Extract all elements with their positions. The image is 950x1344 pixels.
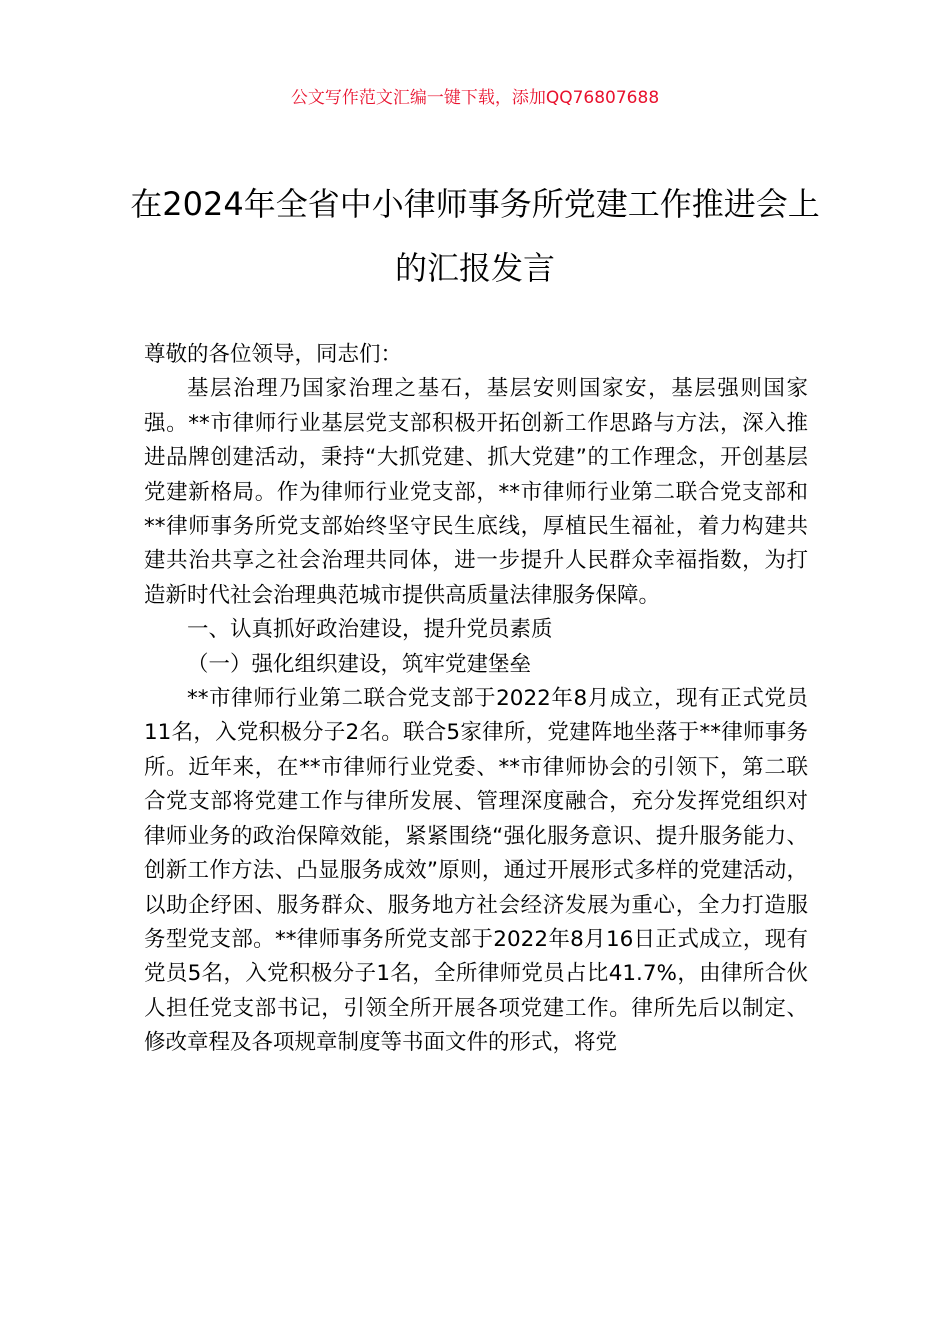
salutation: 尊敬的各位领导，同志们： — [144, 342, 403, 367]
document-title: 在2024年全省中小律师事务所党建工作推进会上的汇报发言 — [130, 185, 820, 287]
document-body — [144, 338, 808, 1061]
paragraph-body-1: **市律师行业第二联合党支部于2022年8月成立，现有正式党员11名，入党积极分子2名。联合5家律所，党建阵地坐落于**律师事务所。近年来，在**市律师行业党委、**市律师协会的引领下，第二联合党支部将党建工作与律所发展、管理深度融合，充分发挥党组织对律师业务的政治保障效能，紧紧围绕“强化服务意识、提升服务能力、创新工作方法、凸显服务成效”原则，通过开展形式多样的党建活动，以助企纾困、服务群众、服务地方社会经济发展为重心，全力打造服务型党支部。**律师事务所党支部于2022年8月16日正式成立，现有党员5名，入党积极分子1名，全所律师党员占比41.7%，由律所合伙人担任党支部书记，引领全所开展各项党建工作。律所先后以制定、修改章程及各项规章制度等书面文件的形式，将党 — [144, 686, 808, 1056]
subsection-heading-1: （一）强化组织建设，筑牢党建堡垒 — [187, 651, 532, 677]
promo-banner[interactable]: 公文写作范文汇编一键下载，添加QQ76807688 — [290, 88, 660, 108]
section-heading-1: 一、认真抓好政治建设，提升党员素质 — [187, 617, 553, 643]
paragraph-intro: 基层治理乃国家治理之基石，基层安则国家安，基层强则国家强。**市律师行业基层党支部积极开拓创新工作思路与方法，深入推进品牌创建活动，秉持“大抓党建、抓大党建”的工作理念，开创基层党建新格局。作为律师行业党支部，**市律师行业第二联合党支部和**律师事务所党支部始终坚守民生底线，厚植民生福祉，着力构建共建共治共享之社会治理共同体，进一步提升人民群众幸福指数，为打造新时代社会治理典范城市提供高质量法律服务保障。 — [144, 376, 808, 608]
